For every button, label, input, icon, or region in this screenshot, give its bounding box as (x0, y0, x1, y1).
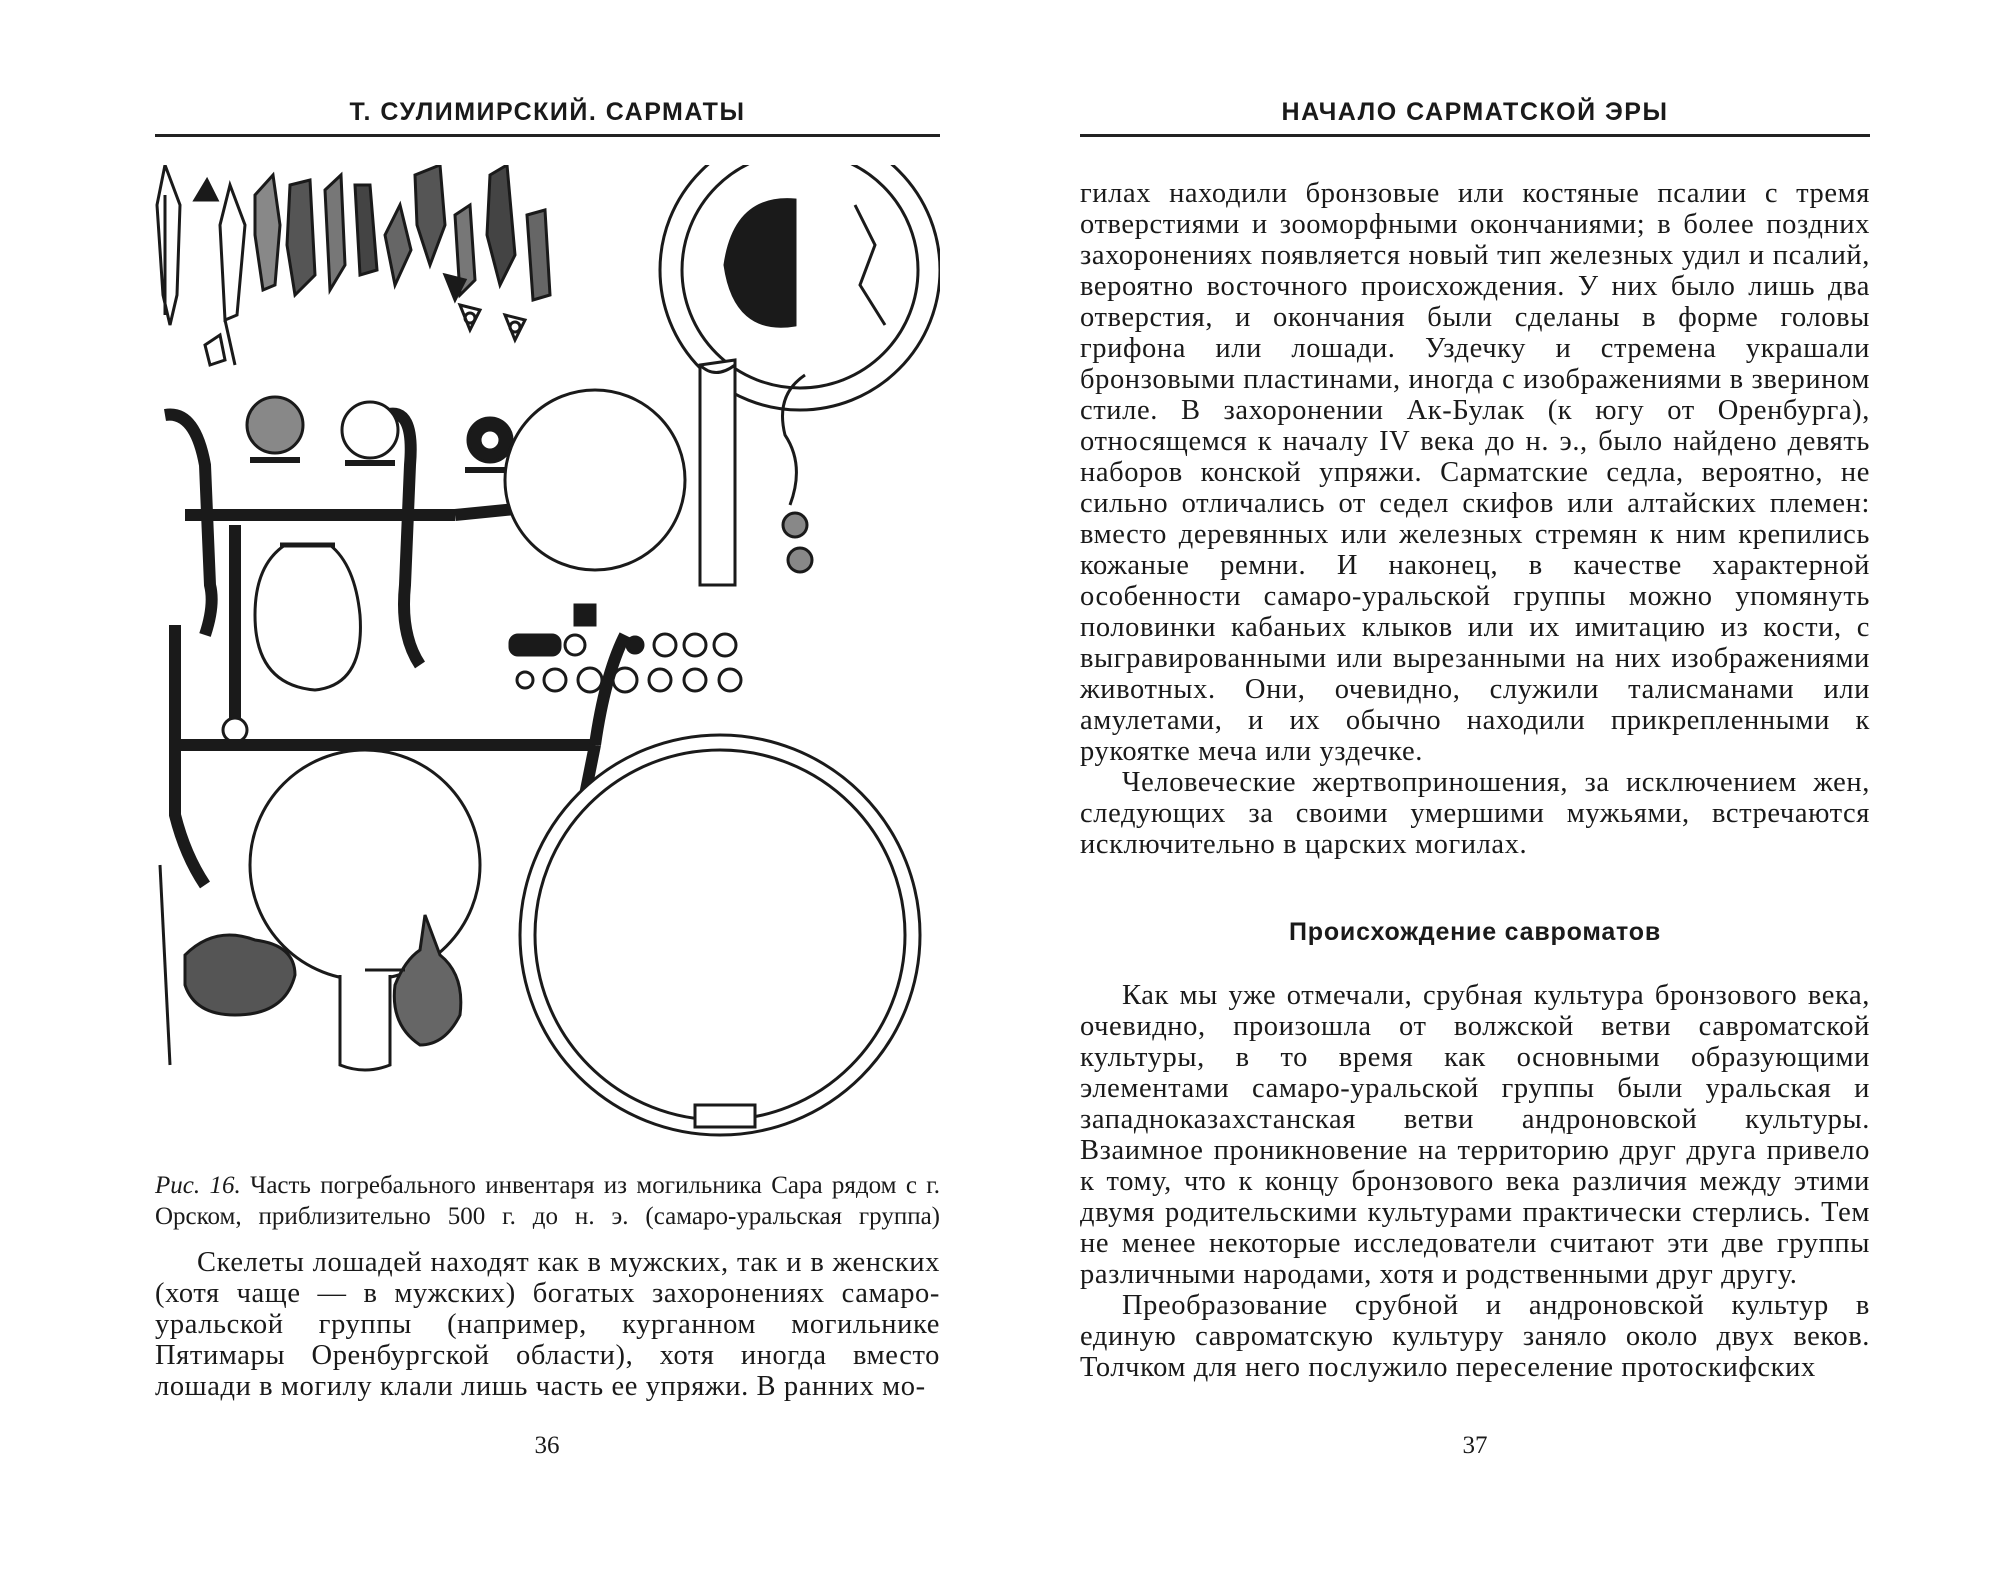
page-number-left: 36 (534, 1432, 560, 1459)
left-body-text (155, 1247, 940, 1402)
small-mirror-illustration (505, 390, 685, 625)
large-mirror-illustration (520, 735, 920, 1135)
right-paragraph-3: Как мы уже отмечали, срубная культура бронзового века, очевидно, произошла от волжской ветви савроматской культуры, в то время как основными образующими элементами самаро-уральской группы были уральская и западноказахстанская ветви андроновской культуры. Взаимное проникновение на территорию друг друга привело к тому, что к концу бронзового века различия между этими двумя родительскими культурами практически стерлись. Тем не менее некоторые исследователи считают эти две группы различными народами, хотя и родственными друг другу. (1080, 980, 1870, 1290)
figure-caption-label: Рис. 16. (155, 1172, 241, 1199)
head-rule-left (155, 134, 940, 137)
ornaments-illustration (247, 397, 515, 470)
head-rule-right (1080, 134, 1870, 137)
figure-grave-goods (155, 165, 940, 1155)
right-body-text-bottom (1080, 980, 1870, 1383)
page-number-right: 37 (1462, 1432, 1488, 1459)
right-paragraph-4: Преобразование срубной и андроновской культур в единую савроматскую культуру заняло около двух веков. Толчком для него послужило переселение протоскифских (1080, 1290, 1870, 1383)
arrowheads-illustration (157, 165, 550, 365)
right-paragraph-2: Человеческие жертвоприношения, за исключением жен, следующих за своими умершими мужьями, встречаются исключительно в царских могилах. (1080, 767, 1870, 860)
right-paragraph-1: гилах находили бронзовые или костяные псалии с тремя отверстиями и зооморфными окончаниями; в более поздних захоронениях появляется новый тип железных удил и псалий, вероятно восточного происхождения. У них было лишь два отверстия, и окончания были сделаны в форме головы грифона или лошади. Уздечку и стремена украшали бронзовыми пластинами, иногда с изображениями в зверином стиле. В захоронении Ак-Булак (к югу от Оренбурга), относящемся к началу IV века до н. э., было найдено девять наборов конской упряжи. Сарматские седла, вероятно, не сильно отличались от седел скифов или алтайских племен: вместо деревянных или железных стремян к ним крепились кожаные ремни. И наконец, в качестве характерной особенности самаро-уральской группы можно упомянуть половинки кабаньих клыков или их имитацию из кости, с выгравированными или вырезанными на них изображениями животных. Они, очевидно, служили талисманами или амулетами, и их обычно находили прикрепленными к рукоятке меча или уздечке. (1080, 178, 1870, 767)
running-head-left: Т. СУЛИМИРСКИЙ. САРМАТЫ (349, 98, 746, 126)
figure-caption (155, 1170, 940, 1232)
section-title: Происхождение савроматов (1288, 918, 1661, 946)
running-head-right: НАЧАЛО САРМАТСКОЙ ЭРЫ (1281, 98, 1669, 126)
left-paragraph: Скелеты лошадей находят как в мужских, так и в женских (хотя чаще — в мужских) богатых захоронениях самаро-уральской группы (например, курганном могильнике Пятимары Оренбургской области), хотя иногда вместо лошади в могилу клали лишь часть ее упряжи. В ранних мо- (155, 1247, 940, 1402)
right-body-text-top (1080, 178, 1870, 860)
right-page (1000, 0, 2000, 1574)
pot-illustration (255, 545, 360, 690)
figure-caption-text: Часть погребального инвентаря из могильника Сара рядом с г. Орском, приблизительно 500 г. до н. э. (самаро-уральская группа) (155, 1172, 940, 1230)
